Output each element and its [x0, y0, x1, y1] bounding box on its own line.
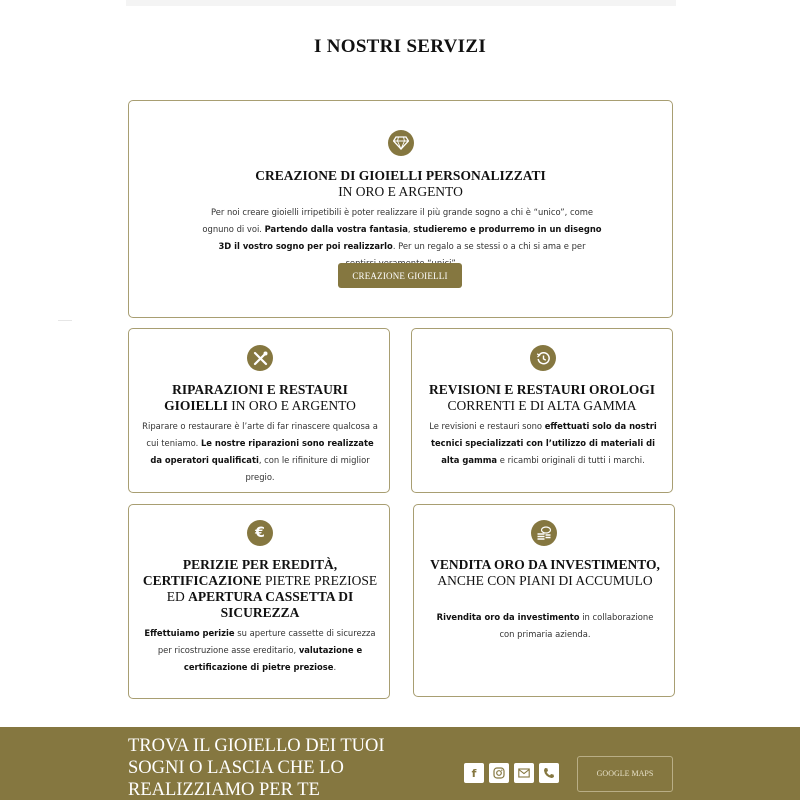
card-text: ,	[407, 224, 411, 234]
phone-icon[interactable]	[539, 763, 559, 783]
card-text: e ricambi originali di tutti i marchi.	[499, 455, 645, 465]
card-title	[412, 382, 672, 414]
diamond-icon	[388, 130, 414, 156]
service-card-appraisal	[128, 504, 390, 699]
card-title-bold: PERIZIE PER EREDITÀ,	[182, 557, 338, 572]
section-title	[0, 36, 800, 58]
card-text: Le revisioni e restauri sono	[429, 421, 543, 431]
card-title	[428, 557, 662, 589]
section-title-prefix: I NOSTRI	[313, 36, 402, 57]
instagram-icon[interactable]	[489, 763, 509, 783]
card-text-bold: valutazione e certificazione di pietre preziose	[183, 645, 363, 672]
jewelry-creation-button[interactable]: CREAZIONE GIOIELLI	[338, 263, 462, 288]
decorative-mark	[58, 320, 72, 321]
tools-icon	[247, 345, 273, 371]
card-title	[139, 557, 381, 621]
card-text-bold: Effettuiamo perizie	[144, 628, 235, 638]
card-title-bold: CREAZIONE DI GIOIELLI PERSONALIZZATI	[255, 168, 546, 183]
card-title-bold: CERTIFICAZIONE	[142, 573, 262, 588]
service-card-gold-investment	[413, 504, 675, 697]
footer-cta-band	[0, 727, 800, 800]
footer-headline: TROVA IL GIOIELLO DEI TUOI SOGNI O LASCIA CHE LO REALIZZIAMO PER TE	[128, 736, 385, 800]
card-title-bold: APERTURA CASSETTA DI SICUREZZA	[188, 589, 354, 620]
watch-history-icon	[530, 345, 556, 371]
card-text-bold: Partendo dalla vostra fantasia	[264, 224, 408, 234]
facebook-icon[interactable]: f	[464, 763, 484, 783]
card-text-bold: studieremo e produrremo in un disegno 3D il vostro sogno per poi realizzarlo	[218, 224, 602, 251]
card-description	[143, 625, 377, 676]
card-text-bold: Le nostre riparazioni sono realizzate da operatori qualificati	[150, 438, 374, 465]
card-title	[149, 382, 371, 414]
card-text: in collaborazione con primaria azienda.	[499, 612, 654, 639]
google-maps-label: GOOGLE MAPS	[596, 769, 654, 778]
card-title-normal: IN ORO E ARGENTO	[231, 398, 356, 413]
coins-icon	[531, 520, 557, 546]
top-divider	[126, 0, 676, 6]
card-title-normal: ANCHE CON PIANI DI ACCUMULO	[437, 573, 653, 588]
card-description	[428, 418, 658, 469]
card-text: su aperture cassette di sicurezza per ricostruzione asse ereditario,	[157, 628, 376, 655]
euro-icon: €	[247, 520, 273, 546]
service-card-watch-repair	[411, 328, 673, 493]
email-icon[interactable]	[514, 763, 534, 783]
card-title	[129, 168, 672, 200]
card-description	[202, 204, 602, 272]
card-title-bold: VENDITA ORO DA INVESTIMENTO,	[430, 557, 660, 572]
card-title-normal: CORRENTI E DI ALTA GAMMA	[447, 398, 637, 413]
service-card-jewelry-repair	[128, 328, 390, 493]
card-description	[141, 418, 379, 486]
card-text: Per noi creare gioielli irripetibili è poter realizzare il più grande sogno a chi è “unico”, come ognuno di voi.	[202, 207, 594, 234]
card-text-bold: effettuati solo da nostri tecnici specializzati con l’utilizzo di materiali di alta gamma	[431, 421, 657, 465]
card-title-bold: REVISIONI E RESTAURI OROLOGI	[429, 382, 655, 397]
card-title-bold: RIPARAZIONI E RESTAURI GIOIELLI	[164, 382, 348, 413]
card-text: Riparare o restaurare è l’arte di far rinascere qualcosa a cui teniamo.	[142, 421, 378, 448]
card-text: , con le rifiniture di miglior pregio.	[245, 455, 370, 482]
card-description	[434, 609, 656, 643]
card-title-normal: IN ORO E ARGENTO	[338, 184, 463, 199]
card-text: . Per un regalo a se stessi o a chi si ama e per	[392, 241, 586, 251]
section-title-bold: SERVIZI	[406, 36, 487, 57]
card-text-bold: Rivendita oro da investimento	[436, 612, 580, 622]
service-card-jewelry-creation	[128, 100, 673, 318]
card-title-normal: PIETRE PREZIOSE ED	[166, 573, 378, 604]
google-maps-button[interactable]	[577, 756, 673, 792]
card-text: .	[333, 662, 337, 672]
